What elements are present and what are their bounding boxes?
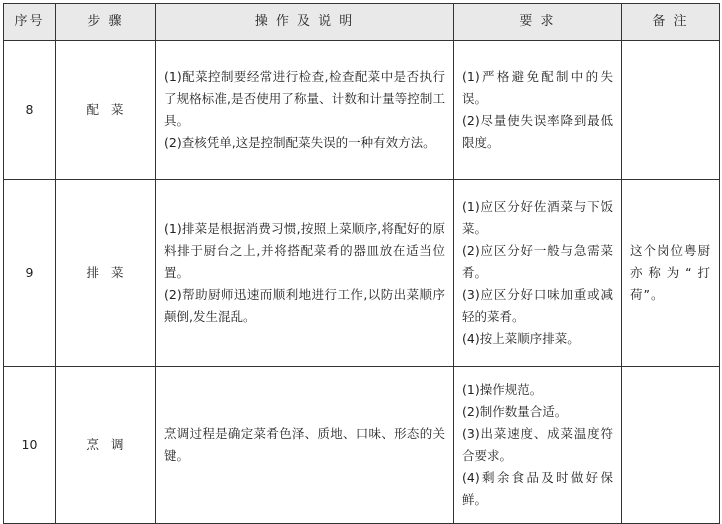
header-desc: 操 作 及 说 明 (156, 4, 454, 41)
header-row (4, 4, 720, 41)
table-row (4, 367, 720, 524)
req-item: (4)按上菜顺序排菜。 (462, 331, 580, 346)
procedure-table (3, 3, 720, 524)
row-note: 这个岗位粤厨亦称为“打荷”。 (622, 180, 720, 367)
row-req (454, 180, 622, 367)
row-desc (156, 41, 454, 180)
header-note: 备 注 (622, 4, 720, 41)
row-num: 8 (4, 41, 56, 180)
row-step: 配菜 (56, 41, 156, 180)
row-num: 9 (4, 180, 56, 367)
desc-paragraph: (2)查核凭单,这是控制配菜失误的一种有效方法。 (164, 135, 436, 150)
row-step: 烹调 (56, 367, 156, 524)
req-item: (2)应区分好一般与急需菜肴。 (462, 243, 613, 280)
row-num: 10 (4, 367, 56, 524)
req-item: (2)制作数量合适。 (462, 404, 568, 419)
header-step: 步 骤 (56, 4, 156, 41)
header-req: 要 求 (454, 4, 622, 41)
req-item: (3)出菜速度、成菜温度符合要求。 (462, 426, 613, 463)
row-req (454, 41, 622, 180)
row-desc (156, 180, 454, 367)
row-note (622, 41, 720, 180)
req-item: (2)尽量使失误率降到最低限度。 (462, 113, 613, 150)
desc-paragraph: (1)配菜控制要经常进行检查,检查配菜中是否执行了规格标准,是否使用了称量、计数和计量等控制工具。 (164, 69, 445, 128)
req-item: (1)操作规范。 (462, 382, 543, 397)
desc-paragraph: (1)排菜是根据消费习惯,按照上菜顺序,将配好的原料排于厨台之上,并将搭配菜肴的器皿放在适当位置。 (164, 221, 445, 280)
table-row (4, 41, 720, 180)
desc-paragraph: (2)帮助厨师迅速而顺利地进行工作,以防出菜顺序颠倒,发生混乱。 (164, 287, 445, 324)
row-note (622, 367, 720, 524)
header-num: 序号 (4, 4, 56, 41)
row-req (454, 367, 622, 524)
table-row (4, 180, 720, 367)
req-item: (1)应区分好佐酒菜与下饭菜。 (462, 199, 613, 236)
req-item: (3)应区分好口味加重或减轻的菜肴。 (462, 287, 613, 324)
desc-paragraph: 烹调过程是确定菜肴色泽、质地、口味、形态的关键。 (164, 426, 445, 463)
row-desc (156, 367, 454, 524)
req-item: (4)剩余食品及时做好保鲜。 (462, 470, 613, 507)
req-item: (1)严格避免配制中的失误。 (462, 69, 613, 106)
row-step: 排菜 (56, 180, 156, 367)
